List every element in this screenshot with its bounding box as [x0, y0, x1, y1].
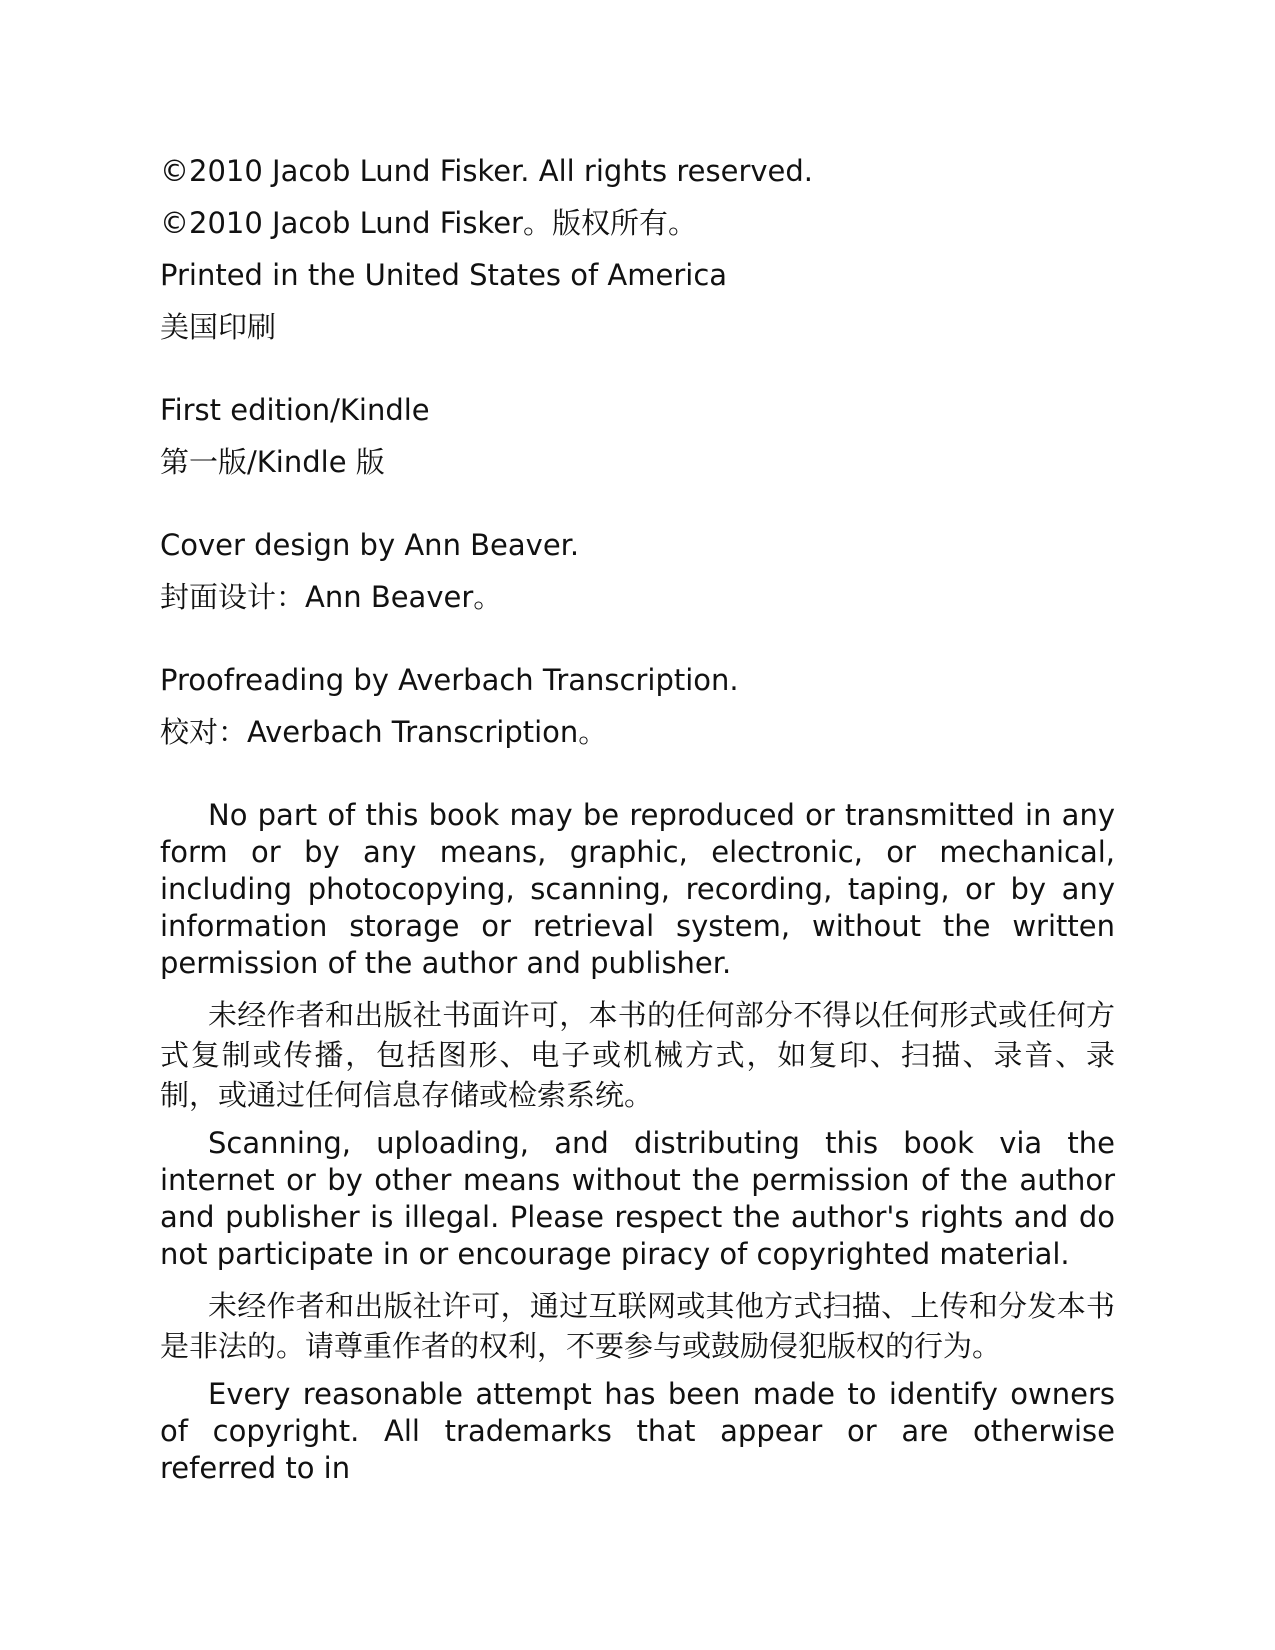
proofreading-credit-en: Proofreading by Averbach Transcription.	[160, 663, 739, 697]
copyright-line-en: ©2010 Jacob Lund Fisker. All rights reserved.	[160, 154, 813, 188]
spacer	[160, 353, 1115, 384]
piracy-notice-cn: 未经作者和出版社许可，通过互联网或其他方式扫描、上传和分发本书是非法的。请尊重作者的权利，不要参与或鼓励侵犯版权的行为。	[160, 1289, 1115, 1363]
copyright-line-cn: ©2010 Jacob Lund Fisker。版权所有。	[160, 206, 697, 240]
printed-line-en: Printed in the United States of America	[160, 258, 728, 292]
piracy-notice-en: Scanning, uploading, and distributing this book via the internet or by other means without the permission of the author and publisher is illegal. Please respect the author's rights and do not participate in or encourage piracy of copyrighted material.	[160, 1126, 1115, 1271]
spacer	[160, 758, 1115, 797]
cover-credit-cn: 封面设计：Ann Beaver。	[160, 580, 503, 614]
printed-line-cn: 美国印刷	[160, 310, 277, 344]
edition-line-cn: 第一版/Kindle 版	[160, 445, 385, 479]
edition-line-en: First edition/Kindle	[160, 393, 430, 427]
trademark-notice-en: Every reasonable attempt has been made to identify owners of copyright. All trademarks that appear or are otherwise referred to in	[160, 1377, 1115, 1485]
copyright-page	[160, 145, 1115, 1500]
spacer	[160, 623, 1115, 654]
reproduction-notice-en: No part of this book may be reproduced or transmitted in any form or by any means, graphic, electronic, or mechanical, including photocopying, scanning, recording, taping, or by any information storage or retrieval system, without the written permission of the author and publisher.	[160, 798, 1115, 980]
spacer	[160, 488, 1115, 519]
reproduction-notice-cn: 未经作者和出版社书面许可，本书的任何部分不得以任何形式或任何方式复制或传播，包括图形、电子或机械方式，如复印、扫描、录音、录制，或通过任何信息存储或检索系统。	[160, 998, 1115, 1112]
proofreading-credit-cn: 校对：Averbach Transcription。	[160, 715, 608, 749]
cover-credit-en: Cover design by Ann Beaver.	[160, 528, 580, 562]
